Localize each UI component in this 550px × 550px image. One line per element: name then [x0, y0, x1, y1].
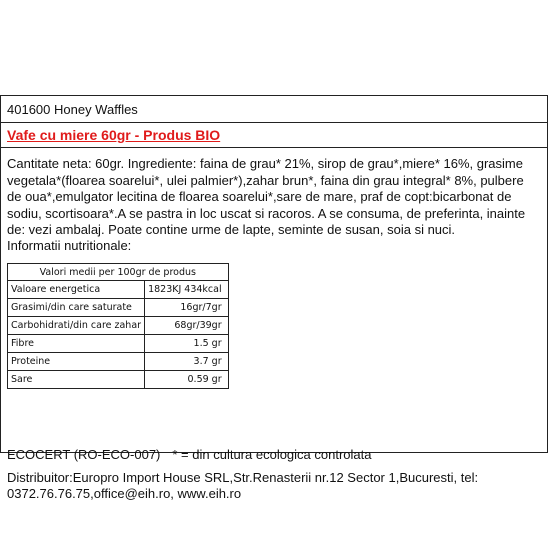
nutrient-label: Valoare energetica: [8, 281, 145, 299]
nutrient-label: Grasimi/din care saturate: [8, 299, 145, 317]
certification-code: ECOCERT (RO-ECO-007): [7, 447, 161, 462]
product-code-row: [1, 96, 547, 123]
product-label-sheet: [0, 95, 548, 501]
nutrition-table-header-row: [8, 264, 229, 281]
certification-note: * = din cultura ecologica controlata: [172, 447, 372, 462]
nutrient-label: Carbohidrati/din care zahar: [8, 317, 145, 335]
table-row: [8, 281, 229, 299]
table-row: [8, 371, 229, 389]
table-row: [8, 317, 229, 335]
nutrient-label: Fibre: [8, 335, 145, 353]
certification-line: [7, 447, 372, 462]
nutrient-value: 1823KJ 434kcal: [145, 281, 229, 299]
nutrient-value: 3.7 gr: [145, 353, 229, 371]
table-row: [8, 299, 229, 317]
nutrient-value: 16gr/7gr: [145, 299, 229, 317]
table-row: [8, 353, 229, 371]
product-title-row: [1, 123, 547, 148]
ingredients-text: Cantitate neta: 60gr. Ingrediente: faina de grau* 21%, sirop de grau*,miere* 16%, grasime vegetala*(floarea soarelui*, ulei palmier*),zahar brun*, faina din grau integral* 8%, pulbere de oua*,emulgator lecitina de floarea soarelui*,sare de mare, praf de copt:bicarbonat de sodiu, scortisoara*.A se pastra in loc uscat si racoros. A se consuma, de preferinta, inainte de: vezi ambalaj. Poate contine urme de lapte, seminte de susan, soia si nuci.: [7, 156, 526, 237]
product-code: 401600 Honey Waffles: [7, 102, 138, 117]
product-title: Vafe cu miere 60gr - Produs BIO: [7, 127, 221, 143]
nutrition-heading: Informatii nutritionale:: [7, 238, 132, 253]
nutrient-label: Sare: [8, 371, 145, 389]
nutrient-label: Proteine: [8, 353, 145, 371]
product-details: [1, 148, 547, 501]
nutrient-value: 1.5 gr: [145, 335, 229, 353]
nutrition-table-header: Valori medii per 100gr de produs: [8, 264, 229, 281]
nutrient-value: 68gr/39gr: [145, 317, 229, 335]
distributor-info: Distribuitor:Europro Import House SRL,Str.Renasterii nr.12 Sector 1,Bucuresti, tel: 0372.76.76.75,office@eih.ro, www.eih.ro: [7, 470, 479, 501]
nutrient-value: 0.59 gr: [145, 371, 229, 389]
nutrition-table: [7, 263, 229, 389]
table-row: [8, 335, 229, 353]
